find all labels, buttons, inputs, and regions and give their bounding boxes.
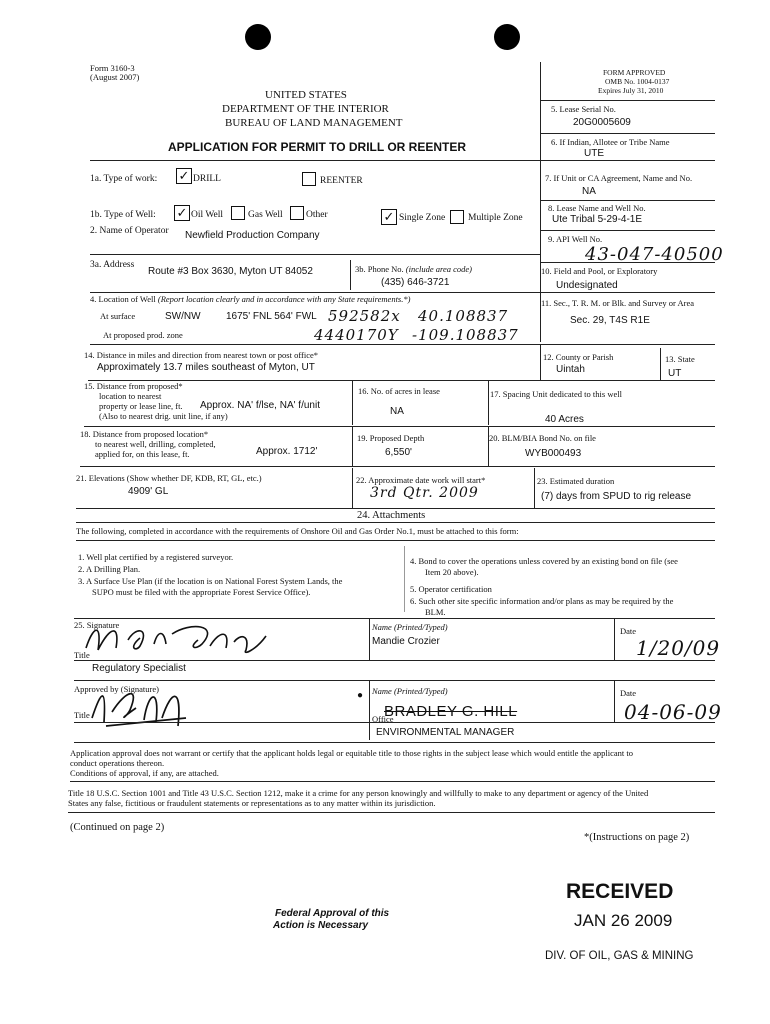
agency-line-1: UNITED STATES — [265, 89, 347, 101]
spacing-unit-value: 40 Acres — [545, 414, 584, 425]
section-value: Sec. 29, T4S R1E — [570, 315, 650, 326]
punch-hole-right — [494, 24, 520, 50]
acres-label: 16. No. of acres in lease — [358, 386, 440, 396]
gas-well-label: Gas Well — [248, 210, 283, 220]
state-label: 13. State — [665, 354, 695, 364]
approver-signature — [86, 682, 196, 732]
surface-label: At surface — [100, 311, 136, 321]
prod-zone-label: At proposed prod. zone — [103, 330, 183, 340]
address-label: 3a. Address — [90, 260, 135, 270]
type-of-well-label: 1b. Type of Well: — [90, 210, 156, 220]
location-label: 4. Location of Well (Report location clearly and in accordance with any State requirements.*) — [90, 294, 411, 304]
tribe-name-value: UTE — [584, 148, 604, 159]
multiple-zone-checkbox[interactable] — [450, 210, 464, 224]
attachment-6b: BLM. — [425, 607, 446, 617]
approval-date-label: Date — [620, 688, 637, 698]
operator-value: Newfield Production Company — [185, 230, 320, 241]
lease-name-label: 8. Lease Name and Well No. — [548, 203, 646, 213]
proposed-depth-value: 6,550' — [385, 447, 412, 458]
unit-agreement-value: NA — [582, 186, 596, 197]
legal-warning-2: States any false, fictitious or fraudulent statements or representations as to any matter within its jurisdiction. — [68, 798, 436, 808]
approval-disclaimer-1: Application approval does not warrant or certify that the applicant holds legal or equitable title to those rights in the subject lease which would entitle the applicant to — [70, 748, 633, 758]
approval-disclaimer-2: conduct operations thereon. — [70, 758, 165, 768]
approval-date-value: 04-06-09 — [624, 700, 722, 724]
operator-label: 2. Name of Operator — [90, 226, 169, 236]
type-of-work-label: 1a. Type of work: — [90, 174, 158, 184]
distance-well-label-2: to nearest well, drilling, completed, — [95, 439, 216, 449]
handwritten-easting: 592582x — [328, 307, 401, 325]
date-label: Date — [620, 626, 637, 636]
api-well-value: 43-047-40500 — [585, 244, 724, 265]
title-label: Title — [74, 650, 90, 660]
oil-well-checkbox[interactable]: ✓ — [174, 205, 190, 221]
title-value: Regulatory Specialist — [92, 663, 186, 674]
state-value: UT — [668, 368, 682, 379]
duration-label: 23. Estimated duration — [537, 476, 615, 486]
page-title: APPLICATION FOR PERMIT TO DRILL OR REENTER — [168, 140, 467, 154]
field-pool-label: 10. Field and Pool, or Exploratory — [541, 266, 658, 276]
lease-serial-label: 5. Lease Serial No. — [551, 104, 616, 114]
received-stamp: RECEIVED — [566, 880, 674, 903]
attachments-intro: The following, completed in accordance with the requirements of Onshore Oil and Gas Order No.1, must be attached to this form: — [76, 526, 519, 536]
name-printed-value: Mandie Crozier — [372, 636, 440, 647]
federal-approval-stamp-1: Federal Approval of this — [275, 908, 390, 919]
bond-value: WYB000493 — [525, 448, 582, 459]
start-date-value: 3rd Qtr. 2009 — [370, 485, 479, 501]
applicant-signature — [80, 620, 280, 656]
form-number: Form 3160-3 — [90, 63, 135, 73]
distance-well-label-1: 18. Distance from proposed location* — [80, 429, 209, 439]
approval-title-label: Title — [74, 710, 90, 720]
reenter-label: REENTER — [320, 176, 363, 186]
received-date-stamp: JAN 26 2009 — [574, 911, 673, 930]
gas-well-checkbox[interactable] — [231, 206, 245, 220]
agency-line-3: BUREAU OF LAND MANAGEMENT — [225, 117, 403, 129]
attachment-2: 2. A Drilling Plan. — [78, 564, 141, 574]
start-date-label: 22. Approximate date work will start* — [356, 475, 486, 485]
section-label: 11. Sec., T. R. M. or Blk. and Survey or Area — [541, 298, 695, 308]
handwritten-latitude: 40.108837 — [418, 307, 509, 325]
distance-well-label-3: applied for, on this lease, ft. — [95, 449, 190, 459]
attachment-3b: SUPO must be filed with the appropriate Forest Service Office). — [92, 587, 311, 597]
duration-value: (7) days from SPUD to rig release — [541, 491, 692, 502]
distance-town-value: Approximately 13.7 miles southeast of Myton, UT — [97, 362, 315, 373]
other-checkbox[interactable] — [290, 206, 304, 220]
form-date: (August 2007) — [90, 72, 140, 82]
oil-well-label: Oil Well — [191, 210, 224, 220]
approval-name-label: Name (Printed/Typed) — [372, 686, 448, 696]
attachment-5: 5. Operator certification — [410, 584, 492, 594]
distance-well-value: Approx. 1712' — [256, 446, 318, 457]
instructions-note: *(Instructions on page 2) — [584, 832, 690, 843]
phone-value: (435) 646-3721 — [381, 277, 450, 288]
federal-approval-stamp-2: Action is Necessary — [273, 920, 369, 931]
attachment-4b: Item 20 above). — [425, 567, 479, 577]
approved-by-label: Approved by (Signature) — [74, 684, 159, 694]
legal-warning-1: Title 18 U.S.C. Section 1001 and Title 43 U.S.C. Section 1212, make it a crime for any person knowingly and willfully to make to any department or agency of the United — [68, 788, 649, 798]
expires: Expires July 31, 2010 — [598, 86, 664, 95]
distance-lease-value: Approx. NA' f/lse, NA' f/unit — [200, 400, 320, 411]
signature-date: 1/20/09 — [636, 636, 721, 660]
spacing-unit-label: 17. Spacing Unit dedicated to this well — [490, 389, 622, 399]
attachment-6a: 6. Such other site specific information and/or plans as may be required by the — [410, 596, 674, 606]
distance-lease-label-4: (Also to nearest drig. unit line, if any) — [99, 411, 228, 421]
distance-town-label: 14. Distance in miles and direction from nearest town or post office* — [84, 350, 319, 360]
signature-label: 25. Signature — [74, 620, 120, 630]
agency-line-2: DEPARTMENT OF THE INTERIOR — [222, 103, 389, 115]
tribe-name-label: 6. If Indian, Allotee or Tribe Name — [551, 137, 670, 147]
bond-label: 20. BLM/BIA Bond No. on file — [489, 433, 596, 443]
approval-name-value: BRADLEY G. HILL — [384, 703, 518, 720]
conditions-note: Conditions of approval, if any, are attached. — [70, 768, 219, 778]
attachment-1: 1. Well plat certified by a registered surveyor. — [78, 552, 234, 562]
attachment-3a: 3. A Surface Use Plan (if the location is on National Forest System Lands, the — [78, 576, 343, 586]
attachments-heading: 24. Attachments — [357, 510, 426, 521]
acres-value: NA — [390, 406, 404, 417]
county-value: Uintah — [556, 364, 585, 375]
drill-label: DRILL — [193, 174, 221, 184]
form-approved: FORM APPROVED — [603, 68, 666, 77]
office-label: Office — [372, 714, 394, 724]
distance-lease-label-2: location to nearest — [99, 391, 162, 401]
lease-name-value: Ute Tribal 5-29-4-1E — [552, 214, 643, 225]
surface-footage: 1675' FNL 564' FWL — [226, 311, 317, 322]
lease-serial-value: 20G0005609 — [573, 117, 631, 128]
attachment-4a: 4. Bond to cover the operations unless covered by an existing bond on file (see — [410, 556, 678, 566]
api-well-label: 9. API Well No. — [548, 234, 603, 244]
approval-name-marker: ● — [357, 690, 364, 701]
punch-hole-left — [245, 24, 271, 50]
reenter-checkbox[interactable] — [302, 172, 316, 186]
name-printed-label: Name (Printed/Typed) — [372, 622, 448, 632]
elevations-value: 4909' GL — [128, 486, 169, 497]
drill-checkbox[interactable]: ✓ — [176, 168, 192, 184]
distance-lease-label-1: 15. Distance from proposed* — [84, 381, 183, 391]
unit-agreement-label: 7. If Unit or CA Agreement, Name and No. — [545, 173, 693, 183]
division-stamp: DIV. OF OIL, GAS & MINING — [545, 950, 694, 962]
elevations-label: 21. Elevations (Show whether DF, KDB, RT, GL, etc.) — [76, 473, 262, 483]
handwritten-longitude: -109.108837 — [412, 326, 519, 344]
county-label: 12. County or Parish — [543, 352, 614, 362]
continued-note: (Continued on page 2) — [70, 822, 165, 833]
surface-value: SW/NW — [165, 311, 201, 322]
single-zone-checkbox[interactable]: ✓ — [381, 209, 397, 225]
phone-label: 3b. Phone No. (include area code) — [355, 264, 473, 274]
omb-number: OMB No. 1004-0137 — [605, 77, 670, 86]
office-value: ENVIRONMENTAL MANAGER — [376, 727, 515, 738]
address-value: Route #3 Box 3630, Myton UT 84052 — [148, 266, 313, 277]
multiple-zone-label: Multiple Zone — [468, 213, 523, 223]
other-label: Other — [306, 210, 328, 220]
handwritten-northing: 4440170Y — [314, 326, 399, 344]
single-zone-label: Single Zone — [399, 213, 446, 223]
field-pool-value: Undesignated — [556, 280, 618, 291]
distance-lease-label-3: property or lease line, ft. — [99, 401, 183, 411]
proposed-depth-label: 19. Proposed Depth — [357, 433, 425, 443]
